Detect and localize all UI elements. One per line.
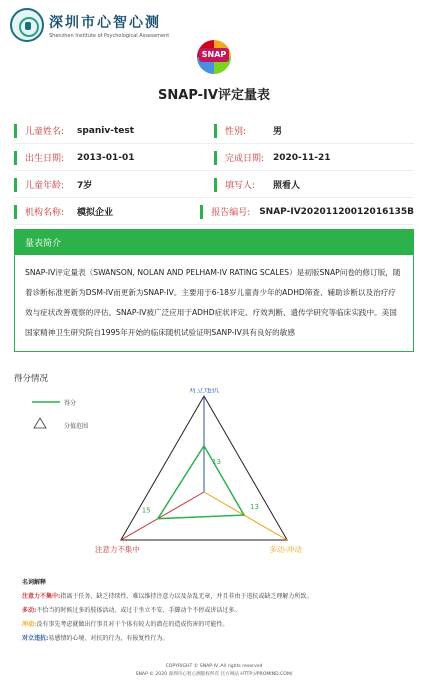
info-value: 2020-11-21 [273,152,331,163]
glossary-term: 冲动: [22,621,37,628]
info-value: 7岁 [77,181,93,191]
data-label: 15 [141,506,151,515]
data-label: 13 [212,457,221,466]
info-label: 机构名称: [25,208,65,218]
axis-label: 注意力不集中 [94,545,140,554]
snap-logo-text: SNAP [199,48,229,62]
info-value: 2013-01-01 [77,152,135,163]
glossary-text: 不恰当的时候过多的肢体活动、或过于坐立不安、手脚动个不停或讲话过多。 [36,607,241,614]
glossary-text: 没有事先考虑就做出行事且对于个体有较大的潜在的造成伤害的可能性。 [36,621,229,628]
axis-label: 多动-冲动 [269,545,302,554]
info-cell [14,199,200,224]
info-value: SNAP-IV20201120012016135B [259,206,414,217]
legend-score-label: 得分 [64,400,77,407]
intro-body: SNAP-IV评定量表（SWANSON, NOLAN AND PELHAM-IV RATING SCALES）是初版SNAP问卷的修订版，随着诊断标准更新为DSM-IV而更新为SNAP-IV。主要用于6-18岁儿童青少年的ADHD筛查、辅助诊断以及治疗疗效与症状改善观察的评估。SNAP-IV被广泛应用于ADHD症状评定、疗效判断、遗传学研究等临床实践中。美国国家精神卫生研究院自1995年开始的临床随机试验证明SANP-IV具有良好的敏感 [25,268,401,337]
snap-logo-icon [197,40,231,74]
info-cell [14,118,214,143]
info-row [14,145,414,171]
glossary-item [22,590,408,604]
glossary-term: 对立违抗: [22,635,49,642]
info-cell [214,172,414,197]
glossary-title: 名词解释 [22,579,47,586]
info-label: 儿童年龄: [25,181,65,191]
intro-box [14,229,414,352]
info-cell [14,172,214,197]
info-cell [14,145,214,170]
footer [0,663,428,679]
info-row [14,199,414,225]
radar-chart [20,388,408,566]
info-label: 出生日期: [25,154,65,164]
org-name-en: Shenzhen Institute of Psychological Assessment [49,32,170,39]
footer-line2: SNAP © 2020 深圳市心智心测版权所有 官方网站 HTTP://PROMIND.COM/ [135,672,293,677]
info-cell [214,118,414,143]
glossary-term: 多动: [22,607,37,614]
legend-range-icon [34,418,46,428]
info-cell [214,145,414,170]
page-title: SNAP-IV评定量表 [158,88,270,103]
score-section-title: 得分情况 [14,374,49,384]
info-value: 照看人 [273,181,301,191]
info-label: 完成日期: [225,154,265,164]
info-value: 模拟企业 [77,208,114,218]
info-value: 男 [273,127,283,137]
glossary-item [22,618,408,632]
info-label: 性别: [225,127,247,137]
glossary-text: 易感情的心境、对抗的行为，有报复性行为。 [48,635,169,642]
glossary-text: 指离于任务、缺乏持续性、难以维持注意力以及杂乱无章，并且非由于违抗或缺乏理解力所致。 [60,593,313,600]
glossary [22,576,408,646]
org-name [49,12,169,39]
info-value: spaniv-test [77,125,135,136]
info-label: 儿童姓名: [25,127,65,137]
info-row [14,118,414,144]
glossary-term: 注意力不集中: [22,593,61,600]
axis-label: 对立违抗 [189,388,219,394]
header [10,8,169,42]
info-label: 填写人: [225,181,256,191]
footer-line1: COPYRIGHT © SNAP-IV. All rights reserved [165,664,263,669]
org-logo-icon [10,8,44,42]
info-label: 报告编号: [211,208,251,218]
data-label: 13 [250,503,259,512]
glossary-item [22,604,408,618]
info-cell [200,199,414,224]
axis-line [121,492,204,540]
org-name-cn: 深圳市心智心测 [49,14,161,31]
info-row [14,172,414,198]
legend-range-label: 分值范围 [64,423,89,430]
glossary-item [22,632,408,646]
info-table [14,118,414,226]
intro-heading: 量表简介 [15,230,413,255]
radar-chart-svg [20,388,408,566]
